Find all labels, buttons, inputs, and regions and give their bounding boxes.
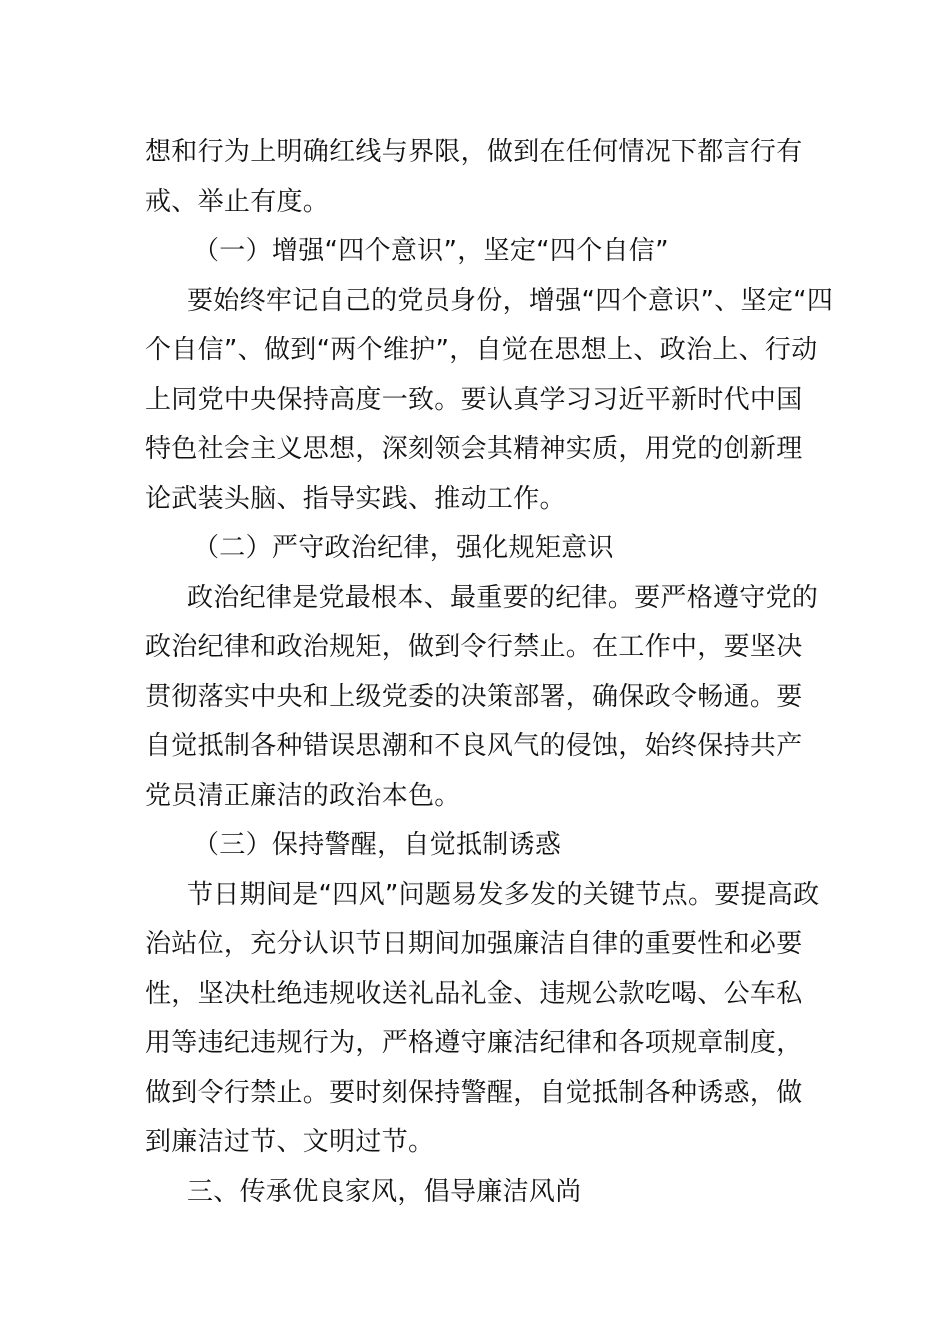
document-body xyxy=(145,128,834,1217)
paragraph-line: 用等违纪违规行为，严格遵守廉洁纪律和各项规章制度， xyxy=(145,1028,803,1058)
paragraph-line: 上同党中央保持高度一致。要认真学习习近平新时代中国 xyxy=(145,384,803,415)
paragraph-line: 戒、举止有度。 xyxy=(145,186,330,217)
paragraph-line: 党员清正廉洁的政治本色。 xyxy=(145,780,461,811)
section-heading-2: （二）严守政治纪律，强化规矩意识 xyxy=(193,533,614,563)
section-heading-3: （三）保持警醒，自觉抵制诱惑 xyxy=(193,830,562,860)
chapter-heading-3: 三、传承优良家风，倡导廉洁风尚 xyxy=(187,1176,582,1207)
paragraph-line: 论武装头脑、指导实践、推动工作。 xyxy=(145,483,566,514)
paragraph-line: 政治纪律是党最根本、最重要的纪律。要严格遵守党的 xyxy=(187,582,819,613)
paragraph-line: 想和行为上明确红线与界限，做到在任何情况下都言行有 xyxy=(145,137,803,167)
paragraph-line: 政治纪律和政治规矩，做到令行禁止。在工作中，要坚决 xyxy=(145,632,803,662)
section-heading-1: （一）增强“四个意识”，坚定“四个自信” xyxy=(193,236,669,266)
paragraph-line: 治站位，充分认识节日期间加强廉洁自律的重要性和必要 xyxy=(145,929,803,959)
paragraph-line: 自觉抵制各种错误思潮和不良风气的侵蚀，始终保持共产 xyxy=(145,731,803,761)
paragraph-line: 性，坚决杜绝违规收送礼品礼金、违规公款吃喝、公车私 xyxy=(145,978,803,1009)
paragraph-line: 节日期间是“四风”问题易发多发的关键节点。要提高政 xyxy=(187,879,820,910)
paragraph-line: 贯彻落实中央和上级党委的决策部署，确保政令畅通。要 xyxy=(145,681,803,712)
paragraph-line: 到廉洁过节、文明过节。 xyxy=(145,1127,435,1157)
paragraph-line: 特色社会主义思想，深刻领会其精神实质，用党的创新理 xyxy=(145,434,803,464)
paragraph-line: 做到令行禁止。要时刻保持警醒，自觉抵制各种诱惑，做 xyxy=(145,1077,803,1108)
paragraph-line: 要始终牢记自己的党员身份，增强“四个意识”、坚定“四 xyxy=(187,285,834,316)
paragraph-line: 个自信”、做到“两个维护”，自觉在思想上、政治上、行动 xyxy=(145,335,818,365)
